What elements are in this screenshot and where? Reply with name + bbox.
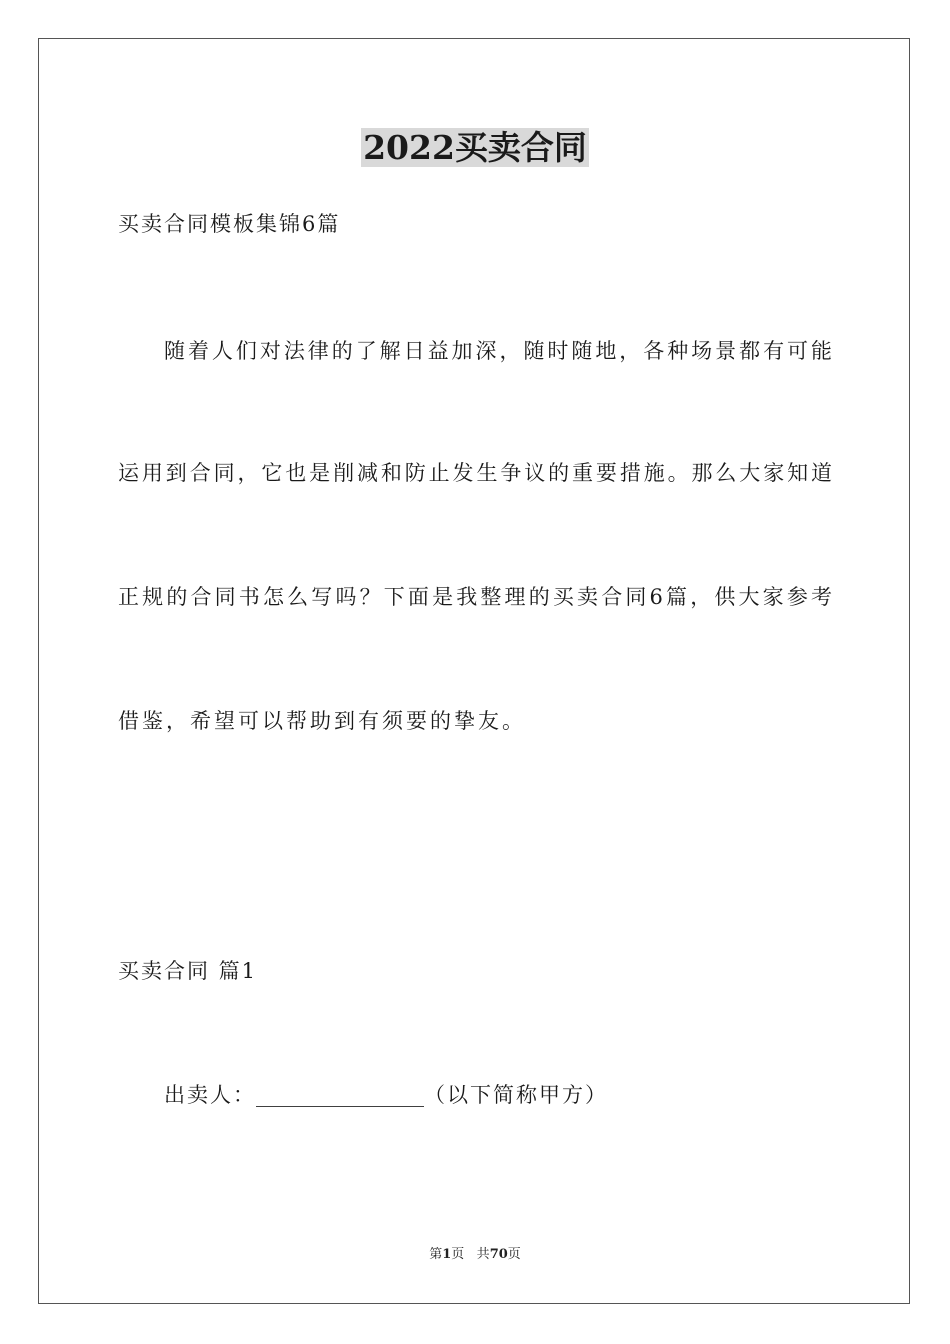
page-footer bbox=[0, 1246, 950, 1264]
page-prefix: 第 bbox=[429, 1247, 443, 1262]
total-suffix: 页 bbox=[507, 1247, 521, 1262]
page-suffix: 页 bbox=[451, 1247, 465, 1262]
intro-paragraph-line-3: 正规的合同书怎么写吗？下面是我整理的买卖合同6篇，供大家参考 bbox=[118, 585, 832, 609]
total-pages: 70 bbox=[489, 1247, 508, 1262]
seller-blank: ________________ bbox=[256, 1083, 424, 1107]
seller-field-line bbox=[164, 1080, 608, 1110]
intro-paragraph-line-4: 借鉴，希望可以帮助到有须要的挚友。 bbox=[118, 709, 526, 733]
seller-note: （以下简称甲方） bbox=[424, 1083, 608, 1107]
intro-paragraph-line-1: 随着人们对法律的了解日益加深，随时随地，各种场景都有可能 bbox=[164, 339, 832, 363]
page-number: 1 bbox=[442, 1247, 452, 1262]
seller-label: 出卖人： bbox=[164, 1083, 256, 1107]
section-heading: 买卖合同 篇1 bbox=[118, 959, 258, 983]
total-prefix: 共 bbox=[476, 1247, 490, 1262]
document-title bbox=[0, 126, 950, 170]
document-title-text: 2022买卖合同 bbox=[363, 128, 587, 167]
intro-paragraph-line-2: 运用到合同，它也是削减和防止发生争议的重要措施。那么大家知道 bbox=[118, 461, 832, 485]
document-subtitle: 买卖合同模板集锦6篇 bbox=[118, 212, 341, 236]
